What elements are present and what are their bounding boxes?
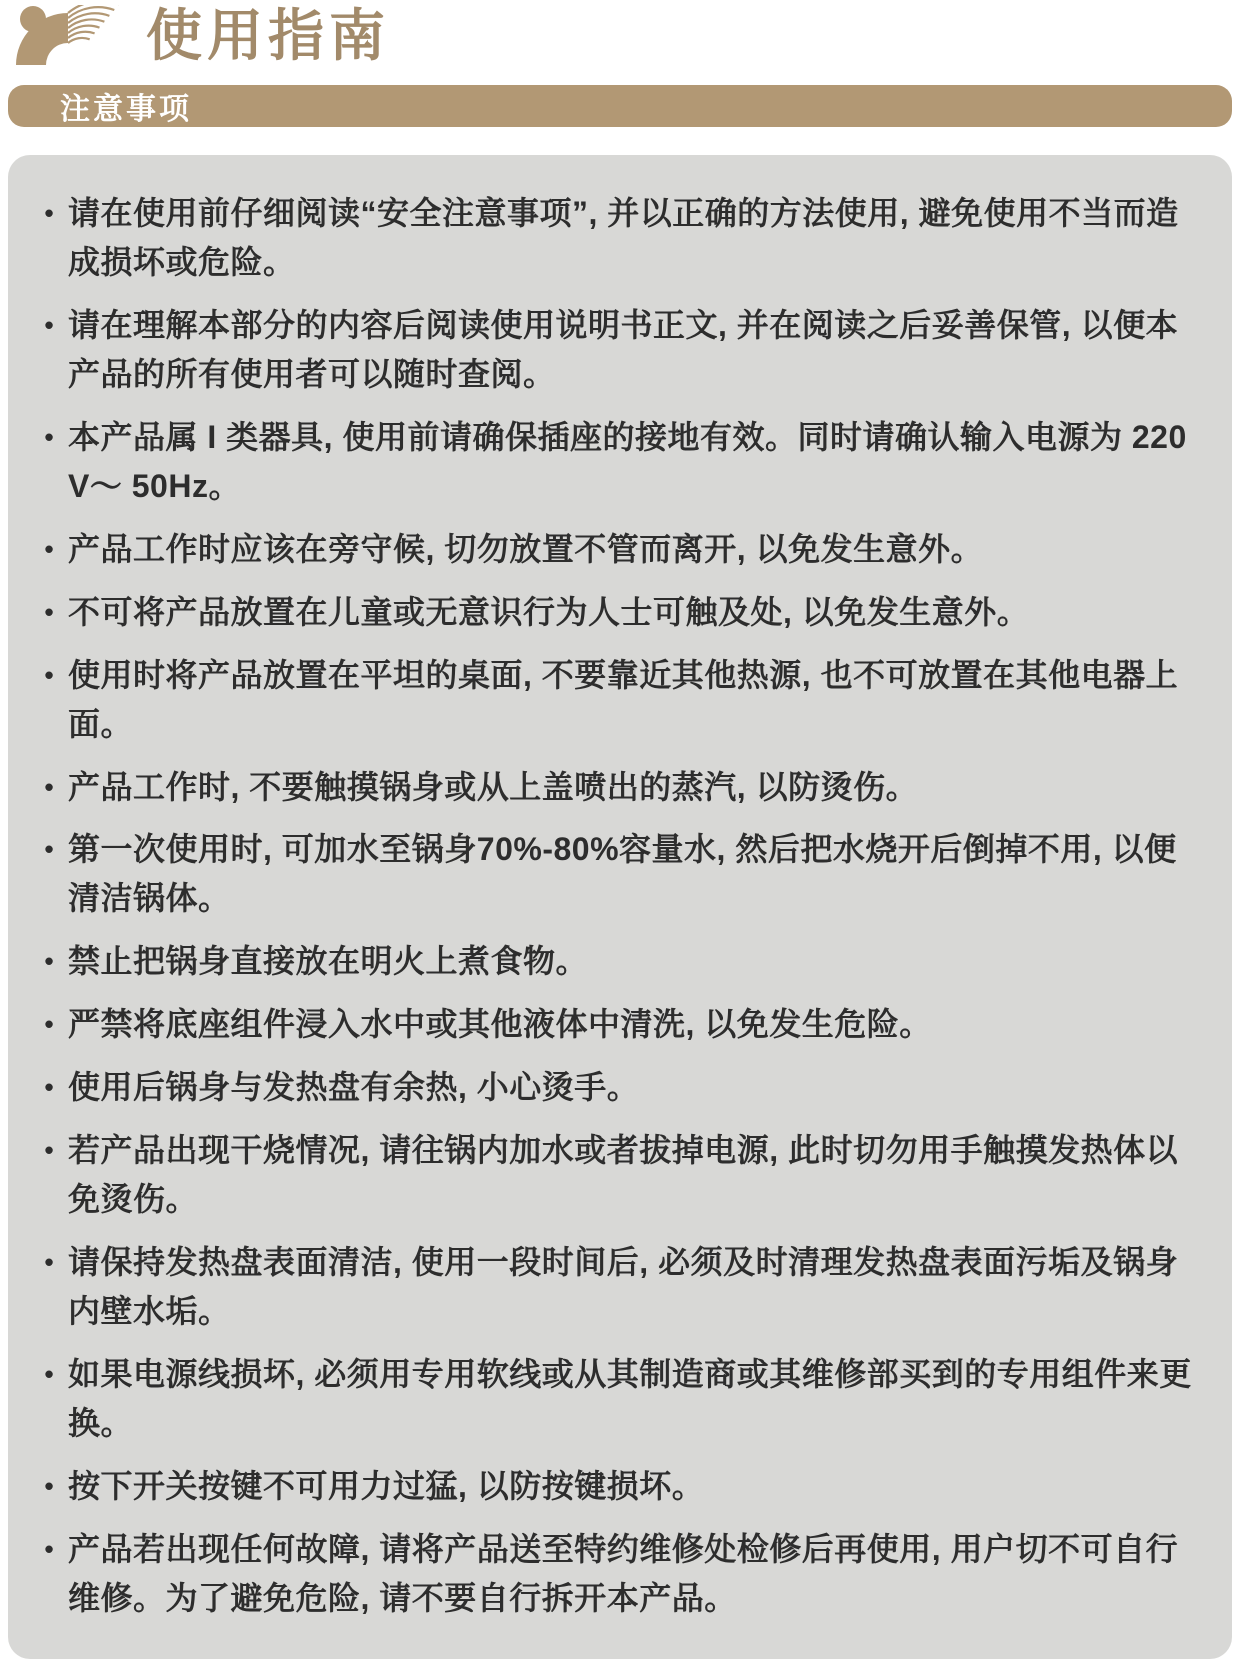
- bullet-dot-icon: •: [44, 1533, 54, 1564]
- notice-text: 产品工作时, 不要触摸锅身或从上盖喷出的蒸汽, 以防烫伤。: [68, 768, 919, 805]
- list-item: [30, 651, 1196, 749]
- bullet-dot-icon: •: [44, 659, 54, 690]
- list-item: [30, 301, 1196, 399]
- notice-text: 产品若出现任何故障, 请将产品送至特约维修处检修后再使用, 用户切不可自行维修。为了避免危险, 请不要自行拆开本产品。: [68, 1530, 1179, 1616]
- list-item: [30, 588, 1196, 637]
- notice-text: 请保持发热盘表面清洁, 使用一段时间后, 必须及时清理发热盘表面污垢及锅身内壁水垢。: [68, 1244, 1179, 1330]
- notice-list: [30, 189, 1196, 1623]
- notice-text: 按下开关按键不可用力过猛, 以防按键损坏。: [68, 1467, 705, 1504]
- list-item: [30, 1462, 1196, 1511]
- list-item: [30, 189, 1196, 287]
- list-item: [30, 1238, 1196, 1336]
- notice-text: 如果电源线损坏, 必须用专用软线或从其制造商或其维修部买到的专用组件来更换。: [68, 1356, 1192, 1442]
- notice-text: 请在使用前仔细阅读“安全注意事项”, 并以正确的方法使用, 避免使用不当而造成损坏或危险。: [68, 195, 1179, 280]
- list-item: [30, 413, 1196, 511]
- bullet-dot-icon: •: [44, 946, 54, 977]
- notice-text: 请在理解本部分的内容后阅读使用说明书正文, 并在阅读之后妥善保管, 以便本产品的所有使用者可以随时查阅。: [68, 306, 1179, 392]
- list-item: [30, 1000, 1196, 1049]
- bullet-dot-icon: •: [44, 834, 54, 865]
- bullet-dot-icon: •: [44, 421, 54, 452]
- bullet-dot-icon: •: [44, 771, 54, 802]
- notice-text: 本产品属 I 类器具, 使用前请确保插座的接地有效。同时请确认输入电源为 220V～ 50Hz。: [68, 418, 1187, 504]
- notice-text: 不可将产品放置在儿童或无意识行为人士可触及处, 以免发生意外。: [68, 593, 1030, 630]
- notice-text: 第一次使用时, 可加水至锅身70%-80%容量水, 然后把水烧开后倒掉不用, 以便清洁锅体。: [68, 831, 1177, 917]
- bullet-dot-icon: •: [44, 1470, 54, 1501]
- list-item: [30, 1063, 1196, 1112]
- bullet-dot-icon: •: [44, 596, 54, 627]
- page-header: [0, 0, 1240, 85]
- notice-panel: [8, 155, 1232, 1659]
- notice-text: 使用时将产品放置在平坦的桌面, 不要靠近其他热源, 也不可放置在其他电器上面。: [68, 656, 1179, 742]
- brand-arc-logo-icon: [8, 5, 130, 67]
- bullet-dot-icon: •: [44, 1359, 54, 1390]
- page-title: 使用指南: [146, 4, 390, 68]
- list-item: [30, 1350, 1196, 1448]
- list-item: [30, 525, 1196, 574]
- section-header-bar: [8, 85, 1232, 127]
- bullet-dot-icon: •: [44, 309, 54, 340]
- bullet-dot-icon: •: [44, 1247, 54, 1278]
- list-item: [30, 763, 1196, 812]
- bullet-dot-icon: •: [44, 1135, 54, 1166]
- section-title: 注意事项: [60, 93, 192, 126]
- notice-text: 禁止把锅身直接放在明火上煮食物。: [68, 943, 589, 980]
- notice-text: 若产品出现干烧情况, 请往锅内加水或者拔掉电源, 此时切勿用手触摸发热体以免烫伤。: [68, 1132, 1179, 1218]
- notice-text: 使用后锅身与发热盘有余热, 小心烫手。: [68, 1069, 640, 1106]
- notice-text: 严禁将底座组件浸入水中或其他液体中清洗, 以免发生危险。: [68, 1006, 932, 1043]
- list-item: [30, 1126, 1196, 1224]
- list-item: [30, 1525, 1196, 1623]
- list-item: [30, 937, 1196, 986]
- bullet-dot-icon: •: [44, 1009, 54, 1040]
- notice-text: 产品工作时应该在旁守候, 切勿放置不管而离开, 以免发生意外。: [68, 530, 984, 567]
- list-item: [30, 825, 1196, 923]
- bullet-dot-icon: •: [44, 198, 54, 228]
- bullet-dot-icon: •: [44, 1072, 54, 1103]
- bullet-dot-icon: •: [44, 533, 54, 564]
